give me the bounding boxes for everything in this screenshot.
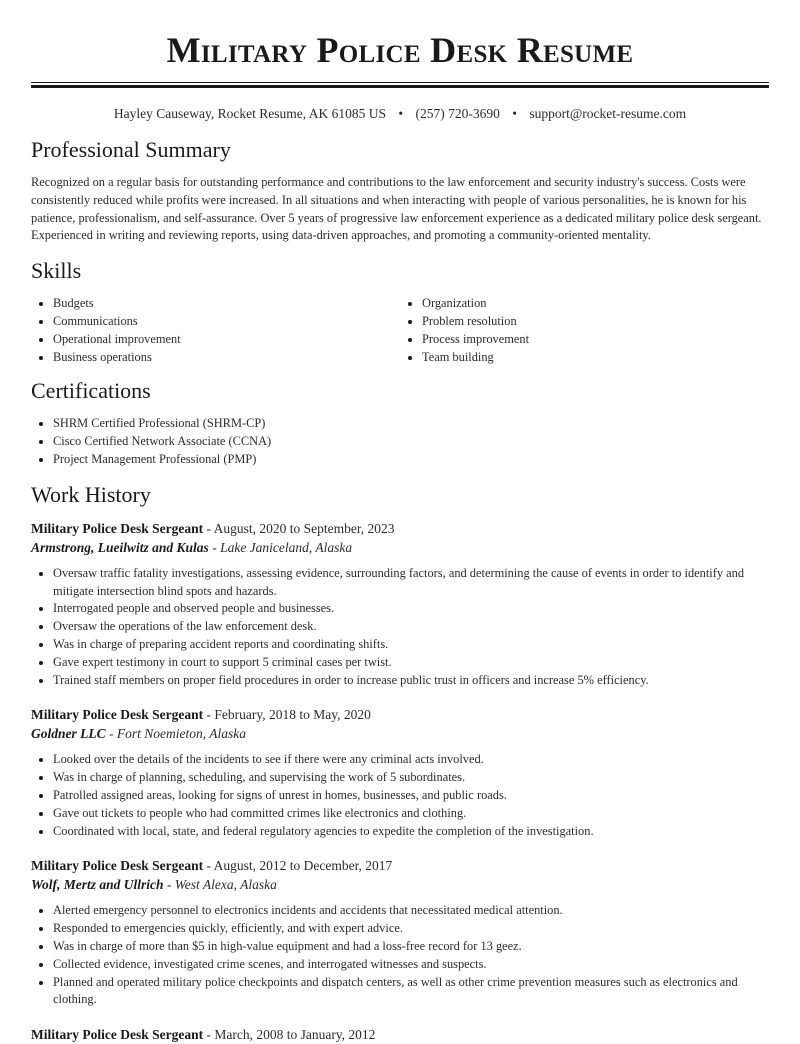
skills-section (31, 257, 769, 366)
work-history-section (31, 481, 769, 1044)
bullet-separator-icon: • (398, 106, 404, 121)
section-heading: Certifications (31, 378, 151, 404)
skills-list-right (400, 295, 769, 366)
dash: - (208, 539, 221, 555)
contact-email: support@rocket-resume.com (529, 106, 687, 121)
job-dates: August, 2020 to September, 2023 (213, 520, 395, 536)
skill-item: Process improvement (422, 331, 769, 349)
job-bullets (31, 902, 769, 1009)
page-title: Military Police Desk Resume (166, 30, 634, 70)
job-bullet: Interrogated people and observed people and businesses. (53, 600, 769, 618)
job-dates: March, 2008 to January, 2012 (214, 1027, 376, 1043)
skill-item: Problem resolution (422, 313, 769, 331)
job-bullet: Collected evidence, investigated crime scenes, and interrogated witnesses and suspects. (53, 956, 769, 974)
job-bullet: Looked over the details of the incidents to see if there were any criminal acts involved. (53, 751, 769, 769)
job-bullet: Oversaw the operations of the law enforcement desk. (53, 618, 769, 636)
company-name: Wolf, Mertz and Ullrich (31, 877, 164, 893)
contact-line (31, 105, 769, 123)
company-name: Goldner LLC (31, 726, 106, 742)
job-title: Military Police Desk Sergeant (31, 707, 204, 723)
skill-item: Organization (422, 295, 769, 313)
company-name: Armstrong, Lueilwitz and Kulas (31, 539, 209, 555)
job-bullet: Was in charge of planning, scheduling, and supervising the work of 5 subordinates. (53, 769, 769, 787)
job-bullets (31, 751, 769, 840)
bullet-separator-icon: • (512, 106, 517, 121)
job-bullet: Gave expert testimony in court to support 5 criminal cases per twist. (53, 654, 769, 672)
dash: - (105, 726, 117, 742)
certification-item: Project Management Professional (PMP) (53, 451, 769, 469)
job-employer (31, 724, 769, 743)
skill-item: Team building (422, 349, 769, 367)
contact-address: Hayley Causeway, Rocket Resume, AK 61085 US (113, 106, 386, 121)
header-divider (31, 82, 769, 88)
job-header (31, 705, 769, 724)
job-entry (31, 705, 769, 840)
job-bullet: Trained staff members on proper field procedures in order to increase public trust in officers and increase 5% efficiency. (53, 672, 769, 690)
certifications-section (31, 377, 769, 468)
job-bullets (31, 565, 769, 690)
job-entry (31, 856, 769, 1009)
job-bullet: Planned and operated military police checkpoints and dispatch centers, as well as other crime prevention measures such as electronics and clothing. (53, 974, 769, 1010)
certification-item: SHRM Certified Professional (SHRM-CP) (53, 415, 769, 433)
skill-item: Business operations (53, 349, 400, 367)
dash: - (203, 520, 214, 536)
job-title: Military Police Desk Sergeant (31, 1027, 204, 1043)
job-header (31, 856, 769, 875)
summary-text: Recognized on a regular basis for outstanding performance and contributions to the law enforcement and security industry's success. Costs were consistently reduced while profits were increased. In all situations and when interacting with people of various personalities, he is known for his patience, professionalism, and self-assurance. Over 5 years of progressive law enforcement experience as a dedicated military police desk sergeant. Experienced in writing and reviewing reports, using data-driven approaches, and promoting a community-oriented mentality. (31, 175, 762, 243)
job-title: Military Police Desk Sergeant (31, 858, 204, 874)
job-location: West Alexa, Alaska (174, 877, 277, 893)
job-bullet: Was in charge of more than $5 in high-value equipment and had a loss-free record for 13 geez. (53, 938, 769, 956)
job-dates: August, 2012 to December, 2017 (213, 858, 393, 874)
section-heading: Professional Summary (31, 137, 231, 162)
dash: - (203, 1027, 215, 1043)
skills-list-left (31, 295, 400, 366)
job-title: Military Police Desk Sergeant (31, 520, 204, 536)
dash: - (163, 877, 175, 893)
job-entry (31, 519, 769, 690)
job-dates: February, 2018 to May, 2020 (214, 707, 371, 723)
dash: - (203, 707, 215, 723)
professional-summary-section (31, 136, 769, 245)
job-bullet: Oversaw traffic fatality investigations, assessing evidence, surrounding factors, and determining the cause of events in order to identify and mitigate intersection blind spots and hazards. (53, 565, 769, 601)
skill-item: Operational improvement (53, 331, 400, 349)
certifications-list (31, 415, 769, 468)
dash: - (203, 858, 214, 874)
job-bullet: Alerted emergency personnel to electronics incidents and accidents that necessitated medical attention. (53, 902, 769, 920)
job-location: Lake Janiceland, Alaska (220, 539, 353, 555)
section-heading: Work History (31, 481, 151, 507)
job-header (31, 519, 769, 538)
job-employer (31, 538, 769, 557)
skill-item: Communications (53, 313, 400, 331)
job-location: Fort Noemieton, Alaska (116, 726, 247, 742)
section-heading: Skills (31, 258, 82, 284)
job-employer (31, 875, 769, 894)
skills-columns (31, 295, 769, 366)
job-bullet: Coordinated with local, state, and federal regulatory agencies to expedite the completion of the investigation. (53, 823, 769, 841)
skill-item: Budgets (53, 295, 400, 313)
job-bullet: Patrolled assigned areas, looking for signs of unrest in homes, businesses, and public roads. (53, 787, 769, 805)
job-bullet: Responded to emergencies quickly, efficiently, and with expert advice. (53, 920, 769, 938)
contact-phone: (257) 720-3690 (415, 106, 500, 121)
job-bullet: Gave out tickets to people who had committed crimes like electronics and clothing. (53, 805, 769, 823)
job-bullet: Was in charge of preparing accident reports and coordinating shifts. (53, 636, 769, 654)
certification-item: Cisco Certified Network Associate (CCNA) (53, 433, 769, 451)
